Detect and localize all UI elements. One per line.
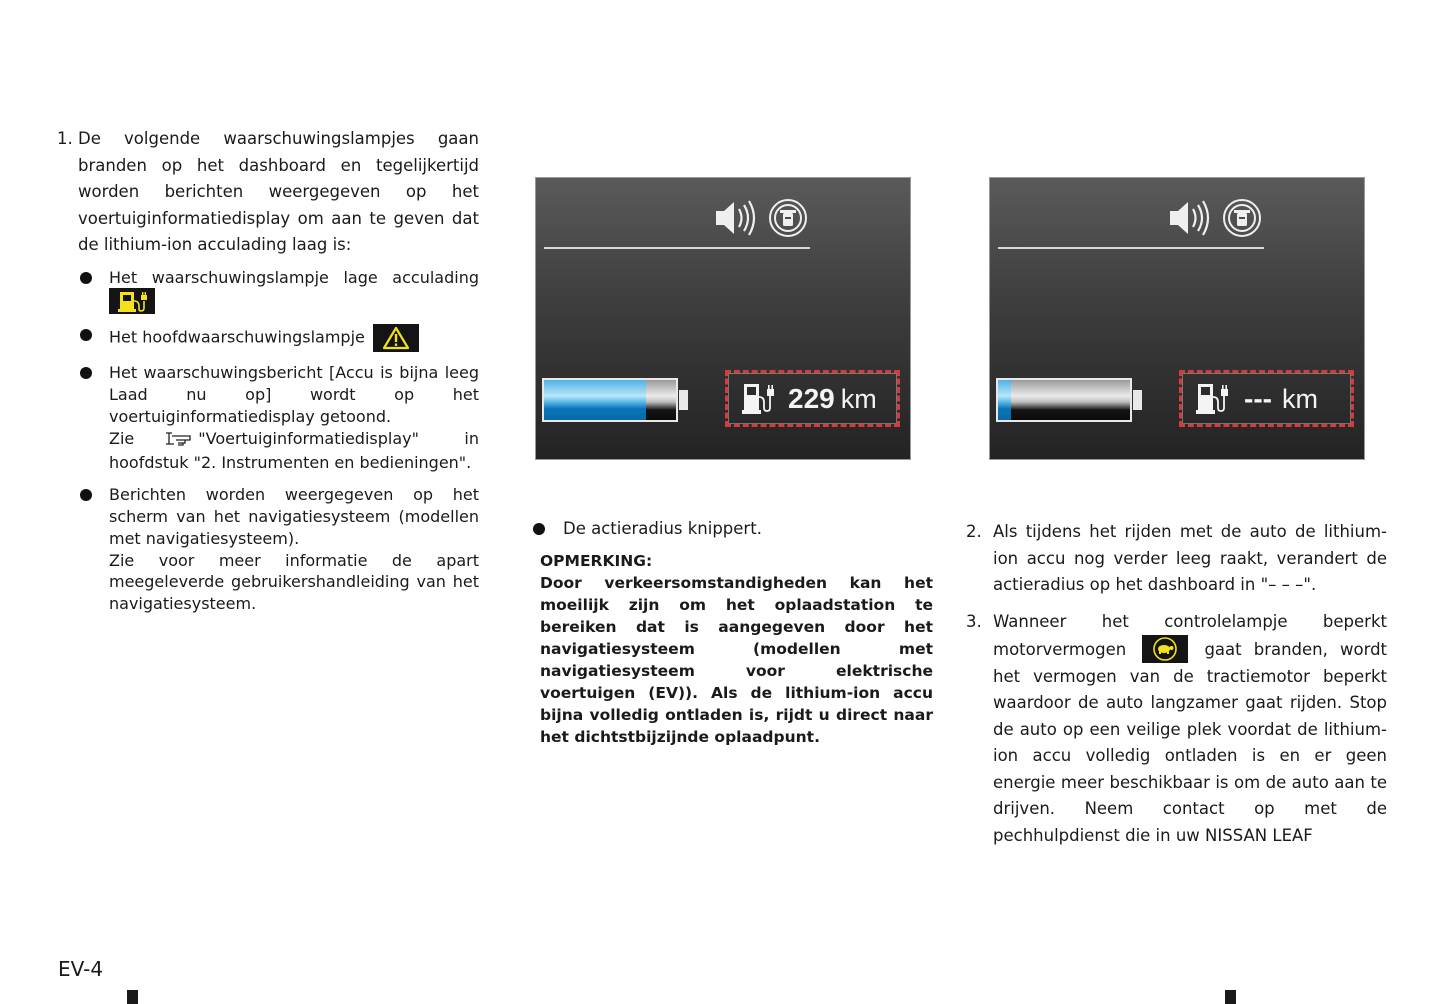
list-item-1 (57, 126, 479, 259)
display-status-icons (1168, 197, 1268, 245)
range-value: 229 (788, 383, 835, 414)
bullet-text: De actieradius knippert. (563, 519, 762, 538)
bullet-item (57, 324, 479, 352)
bullet-dot (533, 523, 545, 535)
master-warning-icon (373, 324, 419, 352)
display-divider (998, 247, 1264, 249)
warning-bullets (57, 267, 479, 616)
reference-chapter[interactable]: hoofdstuk "2. Instrumenten en bedieningen". (109, 453, 472, 473)
bullet-item (57, 362, 479, 474)
bullet-text: Berichten worden weergegeven op het scherm van het navigatiesysteem (modellen met navigatiesysteem). (109, 485, 479, 548)
range-indicator-highlight (1179, 370, 1354, 427)
reference-title[interactable]: "Voertuiginformatiedisplay" (198, 428, 419, 448)
bullet-item (57, 267, 479, 315)
reference-prefix: Zie (109, 428, 135, 448)
range-unit: km (1281, 384, 1318, 414)
reference-line (109, 428, 479, 453)
item-text: De volgende waarschuwingslampjes gaan branden op het dashboard en tegelijkertijd worden berichten weergegeven op het voertuiginformatiedisplay om aan te geven dat de lithium-ion acculading laag is: (78, 129, 479, 254)
bullet-text: Het hoofdwaarschuwingslampje (109, 327, 365, 347)
vehicle-info-display-2 (989, 177, 1365, 460)
bullet-dot (80, 489, 92, 501)
page-number: EV-4 (58, 957, 104, 981)
range-readout (1244, 381, 1318, 417)
bullet-dot (80, 272, 92, 284)
display-status-icons (714, 197, 814, 245)
low-battery-charge-warning-icon (109, 288, 155, 314)
range-indicator-highlight (725, 370, 900, 427)
battery-gauge (542, 378, 678, 422)
note-title: OPMERKING: (540, 552, 653, 570)
bullet-item (533, 516, 933, 542)
bullet-text: Het waarschuwingsbericht [Accu is bijna leeg Laad nu op] wordt op het voertuiginformatiedisplay getoond. (109, 363, 479, 426)
reference-in: in (464, 428, 479, 448)
battery-tip (1133, 390, 1142, 410)
item-text-after-icon: gaat branden, wordt het vermogen van de tractiemotor beperkt waardoor de auto langzamer gaat rijden. Stop de auto op een veilige plek voordat de lithium-ion accu volledig ontladen is en er geen energie meer beschikbaar is om de auto aan te drijven. Neem contact op met de pechhulpdienst die in uw NISSAN LEAF (993, 640, 1388, 845)
bullet-dot (80, 329, 92, 341)
list-item-3 (966, 609, 1387, 850)
crop-mark-right (1225, 990, 1236, 1004)
item-number: 3. (966, 611, 982, 631)
bullet-dot (80, 367, 92, 379)
display-divider (544, 247, 810, 249)
item-text: Als tijdens het rijden met de auto de lithium-ion accu nog verder leeg raakt, verandert de actieradius op het dashboard in "– – –". (993, 522, 1387, 594)
battery-gauge (996, 378, 1132, 422)
bullet-text: Het waarschuwingslampje lage acculading (109, 267, 479, 287)
range-readout (788, 381, 877, 417)
battery-tip (679, 390, 688, 410)
speaker-icon (716, 201, 754, 235)
vehicle-info-display-1 (535, 177, 911, 460)
left-column (57, 126, 479, 625)
right-column (966, 519, 1387, 859)
item-text-before-icon: Wanneer het controlelampje beperkt motorvermogen (993, 611, 1387, 659)
item-number: 1. (57, 129, 73, 148)
item-number: 2. (966, 522, 982, 541)
vehicle-ahead-icon (1224, 200, 1260, 236)
crop-mark-left (127, 990, 138, 1004)
charging-station-icon (742, 383, 778, 419)
note-body: Door verkeersomstandigheden kan het moeilijk zijn om het oplaadstation te bereiken dat is aangegeven door het navigatiesysteem (modellen met navigatiesysteem voor elektrische voertuigen (EV)). Als de lithium-ion accu bijna volledig ontladen is, rijdt u direct naar het dichtstbijzijnde oplaadpunt. (540, 574, 933, 746)
reference-pointer-icon (164, 431, 194, 453)
range-unit: km (840, 384, 877, 414)
battery-shell (996, 378, 1132, 422)
charging-station-icon (1196, 383, 1232, 419)
speaker-icon (1170, 201, 1208, 235)
battery-level (544, 380, 646, 420)
middle-column (533, 516, 933, 748)
range-value: --- (1244, 383, 1272, 414)
bullet-item (57, 484, 479, 615)
battery-level (998, 380, 1011, 420)
vehicle-ahead-icon (770, 200, 806, 236)
list-item-2 (966, 519, 1387, 599)
power-limitation-turtle-icon (1142, 635, 1188, 663)
bullet-extra: Zie voor meer informatie de apart meegeleverde gebruikershandleiding van het navigatiesysteem. (109, 550, 479, 614)
